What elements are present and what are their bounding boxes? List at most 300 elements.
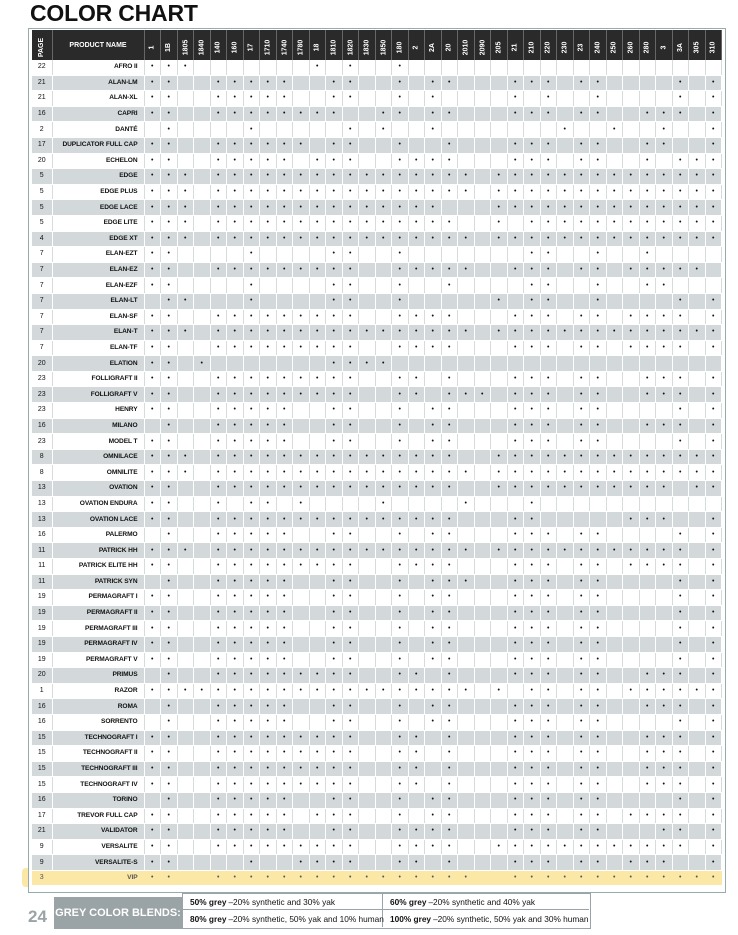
color-cell [507,60,524,75]
color-cell [293,527,310,543]
availability-dot: • [144,746,161,762]
availability-dot: • [540,247,557,263]
availability-dot: • [276,75,293,91]
color-cell [309,91,326,107]
color-cell [194,278,211,294]
availability-dot: • [639,699,656,715]
availability-dot: • [507,387,524,403]
color-cell [408,496,425,512]
availability-dot: • [408,761,425,777]
availability-dot: • [672,559,689,575]
color-cell [194,309,211,325]
table-row [32,636,722,652]
availability-dot: • [177,184,194,200]
color-cell [557,792,574,808]
color-cell [309,574,326,590]
availability-dot: • [243,122,260,138]
color-cell [375,387,392,403]
availability-dot: • [260,169,277,185]
color-cell [689,293,706,309]
availability-dot: • [227,746,244,762]
availability-dot: • [309,340,326,356]
availability-dot: • [705,137,722,153]
availability-dot: • [260,870,277,886]
color-cell [656,652,673,668]
availability-dot: • [590,325,607,341]
availability-dot: • [408,465,425,481]
availability-dot: • [260,590,277,606]
availability-dot: • [672,730,689,746]
availability-dot: • [672,231,689,247]
color-cell [177,824,194,840]
availability-dot: • [243,527,260,543]
color-cell [606,356,623,372]
availability-dot: • [458,465,475,481]
header-color-1830: 1830 [359,30,376,60]
availability-dot: • [639,777,656,793]
availability-dot: • [590,839,607,855]
availability-dot: • [392,621,409,637]
availability-dot: • [573,481,590,497]
availability-dot: • [375,231,392,247]
color-cell [375,60,392,75]
color-cell [177,75,194,91]
color-cell [623,730,640,746]
color-cell [194,652,211,668]
color-cell [458,449,475,465]
availability-dot: • [375,169,392,185]
color-cell [491,559,508,575]
availability-dot: • [210,636,227,652]
color-cell [375,668,392,684]
availability-dot: • [540,714,557,730]
availability-dot: • [540,668,557,684]
availability-dot: • [326,543,343,559]
availability-dot: • [342,559,359,575]
color-cell [194,403,211,419]
table-row [32,153,722,169]
header-color-1820: 1820 [342,30,359,60]
color-cell [326,60,343,75]
availability-dot: • [392,387,409,403]
availability-dot: • [524,808,541,824]
availability-dot: • [540,278,557,294]
availability-dot: • [507,559,524,575]
availability-dot: • [639,200,656,216]
availability-dot: • [540,293,557,309]
color-cell [194,590,211,606]
blend-item: 50% grey –20% synthetic and 30% yak [183,894,383,910]
color-cell [408,699,425,715]
availability-dot: • [672,325,689,341]
availability-dot: • [260,636,277,652]
availability-dot: • [573,761,590,777]
availability-dot: • [672,543,689,559]
table-row [32,870,722,886]
availability-dot: • [260,481,277,497]
availability-dot: • [144,730,161,746]
availability-dot: • [540,169,557,185]
color-cell [194,91,211,107]
availability-dot: • [590,668,607,684]
availability-dot: • [590,621,607,637]
availability-dot: • [293,543,310,559]
color-cell [260,60,277,75]
availability-dot: • [672,106,689,122]
color-cell [606,247,623,263]
availability-dot: • [639,153,656,169]
color-cell [458,371,475,387]
color-cell [557,808,574,824]
availability-dot: • [623,855,640,871]
availability-dot: • [161,262,178,278]
color-cell [359,590,376,606]
color-cell [210,122,227,138]
availability-dot: • [540,434,557,450]
color-cell [689,605,706,621]
color-cell [276,356,293,372]
color-cell [276,247,293,263]
color-cell [474,699,491,715]
availability-dot: • [705,371,722,387]
color-cell [689,418,706,434]
header-color-20: 20 [441,30,458,60]
color-cell [689,699,706,715]
availability-dot: • [441,808,458,824]
availability-dot: • [590,184,607,200]
color-cell [425,746,442,762]
color-cell [474,668,491,684]
availability-dot: • [524,699,541,715]
color-cell [441,122,458,138]
availability-dot: • [326,309,343,325]
color-cell [177,91,194,107]
color-cell [458,652,475,668]
table-row [32,559,722,575]
color-cell [309,418,326,434]
color-cell [656,605,673,621]
availability-dot: • [243,496,260,512]
availability-dot: • [342,200,359,216]
header-color-210: 210 [524,30,541,60]
availability-dot: • [540,808,557,824]
color-cell [194,262,211,278]
availability-dot: • [573,652,590,668]
availability-dot: • [243,215,260,231]
row-page: 15 [32,730,52,746]
availability-dot: • [656,418,673,434]
availability-dot: • [507,75,524,91]
color-cell [359,652,376,668]
availability-dot: • [210,808,227,824]
availability-dot: • [210,839,227,855]
availability-dot: • [326,590,343,606]
availability-dot: • [590,636,607,652]
header-color-305: 305 [689,30,706,60]
availability-dot: • [573,792,590,808]
color-cell [194,839,211,855]
availability-dot: • [161,184,178,200]
color-cell [144,574,161,590]
row-product-name: EDGE XT [52,231,144,247]
header-color-1710: 1710 [260,30,277,60]
availability-dot: • [623,200,640,216]
availability-dot: • [408,340,425,356]
availability-dot: • [276,730,293,746]
row-page: 8 [32,465,52,481]
row-product-name: PERMAGRAFT II [52,605,144,621]
availability-dot: • [342,792,359,808]
availability-dot: • [606,465,623,481]
availability-dot: • [491,215,508,231]
color-cell [177,262,194,278]
color-cell [557,652,574,668]
availability-dot: • [309,106,326,122]
color-cell [359,371,376,387]
availability-dot: • [326,247,343,263]
availability-dot: • [392,60,409,75]
color-cell [474,325,491,341]
color-cell [491,777,508,793]
availability-dot: • [243,449,260,465]
availability-dot: • [260,418,277,434]
availability-dot: • [441,730,458,746]
color-cell [408,278,425,294]
availability-dot: • [491,449,508,465]
availability-dot: • [161,621,178,637]
color-cell [309,75,326,91]
row-product-name: ECHELON [52,153,144,169]
color-cell [260,122,277,138]
color-cell [672,247,689,263]
row-product-name: ELAN-LT [52,293,144,309]
availability-dot: • [557,449,574,465]
color-cell [227,122,244,138]
availability-dot: • [590,761,607,777]
color-cell [144,418,161,434]
availability-dot: • [639,668,656,684]
availability-dot: • [672,652,689,668]
table-row [32,309,722,325]
availability-dot: • [590,824,607,840]
availability-dot: • [309,215,326,231]
color-cell [623,652,640,668]
availability-dot: • [573,730,590,746]
table-row [32,683,722,699]
availability-dot: • [524,512,541,528]
color-cell [359,839,376,855]
availability-dot: • [293,184,310,200]
availability-dot: • [639,465,656,481]
availability-dot: • [606,870,623,886]
availability-dot: • [408,449,425,465]
availability-dot: • [491,543,508,559]
availability-dot: • [672,839,689,855]
availability-dot: • [392,668,409,684]
availability-dot: • [243,699,260,715]
color-cell [491,356,508,372]
availability-dot: • [573,777,590,793]
availability-dot: • [359,325,376,341]
row-page: 2 [32,122,52,138]
color-cell [309,621,326,637]
row-page: 21 [32,91,52,107]
availability-dot: • [524,434,541,450]
color-cell [408,590,425,606]
availability-dot: • [359,215,376,231]
availability-dot: • [161,91,178,107]
availability-dot: • [639,278,656,294]
availability-dot: • [144,777,161,793]
availability-dot: • [524,137,541,153]
availability-dot: • [540,91,557,107]
availability-dot: • [227,527,244,543]
color-cell [408,106,425,122]
color-cell [375,137,392,153]
availability-dot: • [227,761,244,777]
availability-dot: • [260,137,277,153]
availability-dot: • [590,527,607,543]
availability-dot: • [227,325,244,341]
availability-dot: • [606,215,623,231]
row-page: 7 [32,325,52,341]
color-cell [623,91,640,107]
availability-dot: • [672,590,689,606]
availability-dot: • [524,387,541,403]
availability-dot: • [441,543,458,559]
availability-dot: • [689,449,706,465]
availability-dot: • [441,262,458,278]
availability-dot: • [623,839,640,855]
color-cell [293,278,310,294]
row-product-name: ELATION [52,356,144,372]
availability-dot: • [507,262,524,278]
availability-dot: • [540,621,557,637]
color-cell [491,605,508,621]
color-cell [458,403,475,419]
color-cell [524,60,541,75]
availability-dot: • [392,714,409,730]
color-cell [557,636,574,652]
availability-dot: • [210,91,227,107]
color-cell [177,792,194,808]
row-page: 22 [32,60,52,75]
availability-dot: • [276,699,293,715]
color-cell [507,683,524,699]
availability-dot: • [623,465,640,481]
availability-dot: • [540,387,557,403]
availability-dot: • [524,262,541,278]
color-cell [194,636,211,652]
availability-dot: • [375,496,392,512]
color-cell [689,340,706,356]
color-cell [623,106,640,122]
color-cell [474,247,491,263]
availability-dot: • [309,839,326,855]
color-cell [194,527,211,543]
availability-dot: • [392,371,409,387]
color-cell [606,574,623,590]
availability-dot: • [243,403,260,419]
availability-dot: • [590,293,607,309]
color-cell [656,527,673,543]
availability-dot: • [210,590,227,606]
availability-dot: • [375,356,392,372]
availability-dot: • [705,449,722,465]
color-cell [474,75,491,91]
availability-dot: • [573,169,590,185]
availability-dot: • [210,527,227,543]
color-cell [672,278,689,294]
color-cell [474,574,491,590]
availability-dot: • [342,75,359,91]
availability-dot: • [425,184,442,200]
table-row [32,418,722,434]
availability-dot: • [293,730,310,746]
color-cell [656,403,673,419]
color-cell [458,309,475,325]
availability-dot: • [491,184,508,200]
availability-dot: • [408,262,425,278]
availability-dot: • [276,746,293,762]
availability-dot: • [672,683,689,699]
availability-dot: • [573,714,590,730]
availability-dot: • [425,683,442,699]
availability-dot: • [590,91,607,107]
row-page: 4 [32,231,52,247]
availability-dot: • [392,153,409,169]
availability-dot: • [342,153,359,169]
color-cell [194,184,211,200]
color-cell [408,714,425,730]
blend-item: 60% grey –20% synthetic and 40% yak [383,894,589,910]
color-cell [210,60,227,75]
availability-dot: • [689,683,706,699]
availability-dot: • [705,200,722,216]
availability-dot: • [507,200,524,216]
availability-dot: • [293,559,310,575]
availability-dot: • [524,761,541,777]
availability-dot: • [656,777,673,793]
row-page: 17 [32,808,52,824]
availability-dot: • [243,621,260,637]
availability-dot: • [144,91,161,107]
color-cell [359,761,376,777]
row-product-name: HENRY [52,403,144,419]
color-cell [194,215,211,231]
color-cell [359,527,376,543]
availability-dot: • [276,418,293,434]
row-product-name: ELAN-TF [52,340,144,356]
availability-dot: • [210,262,227,278]
availability-dot: • [672,215,689,231]
availability-dot: • [540,746,557,762]
availability-dot: • [161,668,178,684]
availability-dot: • [392,590,409,606]
availability-dot: • [441,777,458,793]
availability-dot: • [276,559,293,575]
availability-dot: • [590,481,607,497]
availability-dot: • [144,808,161,824]
color-cell [194,714,211,730]
availability-dot: • [590,231,607,247]
row-product-name: EDGE PLUS [52,184,144,200]
availability-dot: • [243,200,260,216]
availability-dot: • [639,449,656,465]
color-cell [177,746,194,762]
availability-dot: • [392,200,409,216]
color-cell [639,621,656,637]
